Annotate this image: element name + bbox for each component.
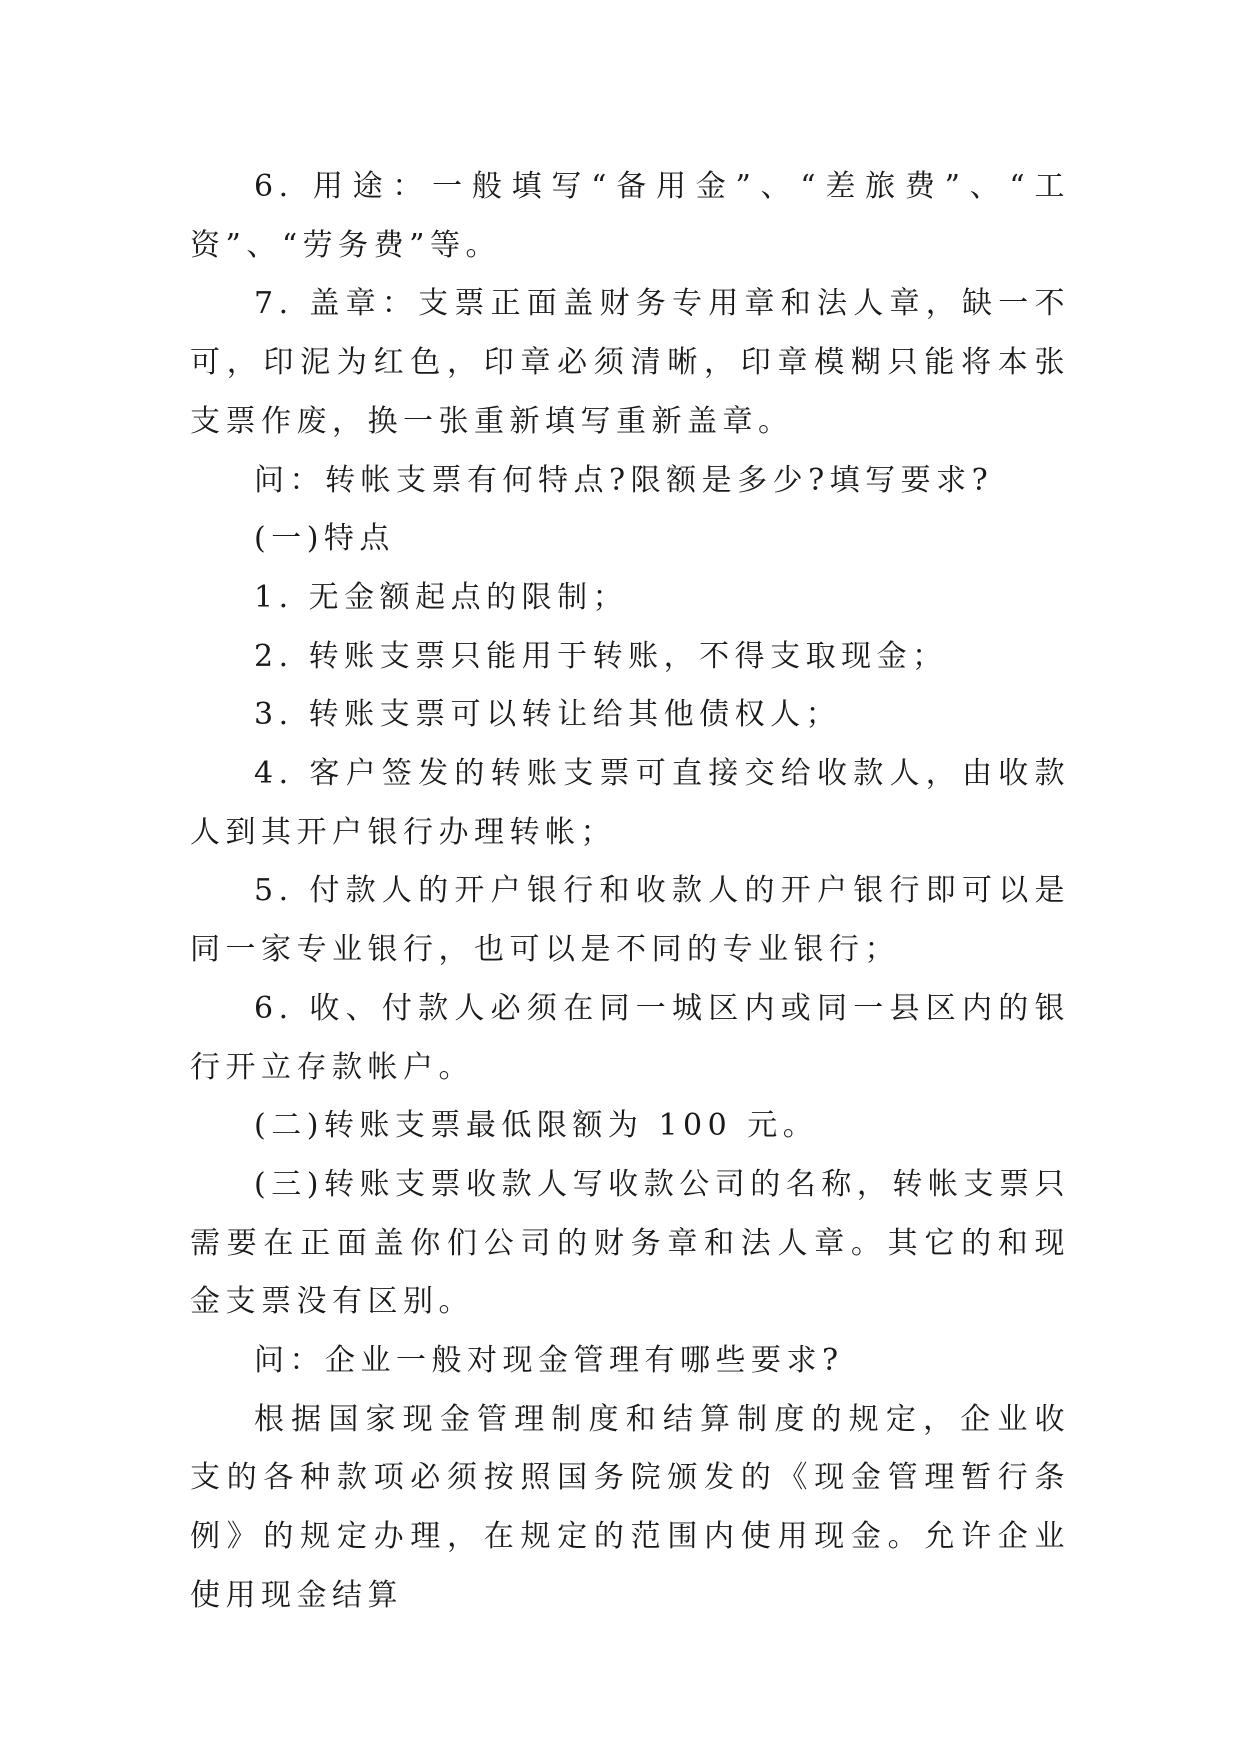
paragraph-question-cash-management: 问：企业一般对现金管理有哪些要求?	[254, 1343, 844, 1379]
document-body	[190, 158, 1070, 1626]
paragraph-feature-4: 4. 客户签发的转账支票可直接交给收款人，由收款人到其开户银行办理转帐；	[190, 756, 1070, 850]
paragraph-question-transfer-check: 问：转帐支票有何特点?限额是多少?填写要求?	[254, 462, 994, 498]
paragraph-feature-3: 3. 转账支票可以转让给其他债权人；	[254, 697, 842, 733]
paragraph-stamp: 7. 盖章：支票正面盖财务专用章和法人章，缺一不可，印泥为红色，印章必须清晰，印章模糊只能将本张支票作废，换一张重新填写重新盖章。	[190, 286, 1070, 439]
paragraph-usage: 6. 用途：一般填写“备用金”、“差旅费”、“工资”、“劳务费”等。	[190, 169, 1070, 263]
paragraph-section-limit: (二)转账支票最低限额为 100 元。	[254, 1108, 819, 1144]
paragraph-section-requirements: (三)转账支票收款人写收款公司的名称，转帐支票只需要在正面盖你们公司的财务章和法人章。其它的和现金支票没有区别。	[190, 1166, 1070, 1320]
paragraph-section-features: (一)特点	[254, 521, 395, 557]
paragraph-feature-5: 5. 付款人的开户银行和收款人的开户银行即可以是同一家专业银行，也可以是不同的专业银行；	[190, 873, 1070, 968]
paragraph-feature-2: 2. 转账支票只能用于转账，不得支取现金；	[254, 638, 948, 674]
paragraph-feature-1: 1. 无金额起点的限制；	[254, 579, 629, 615]
paragraph-cash-management-answer: 根据国家现金管理制度和结算制度的规定，企业收支的各种款项必须按照国务院颁发的《现金管理暂行条例》的规定办理，在规定的范围内使用现金。允许企业使用现金结算	[190, 1401, 1070, 1613]
paragraph-feature-6: 6. 收、付款人必须在同一城区内或同一县区内的银行开立存款帐户。	[190, 990, 1070, 1085]
